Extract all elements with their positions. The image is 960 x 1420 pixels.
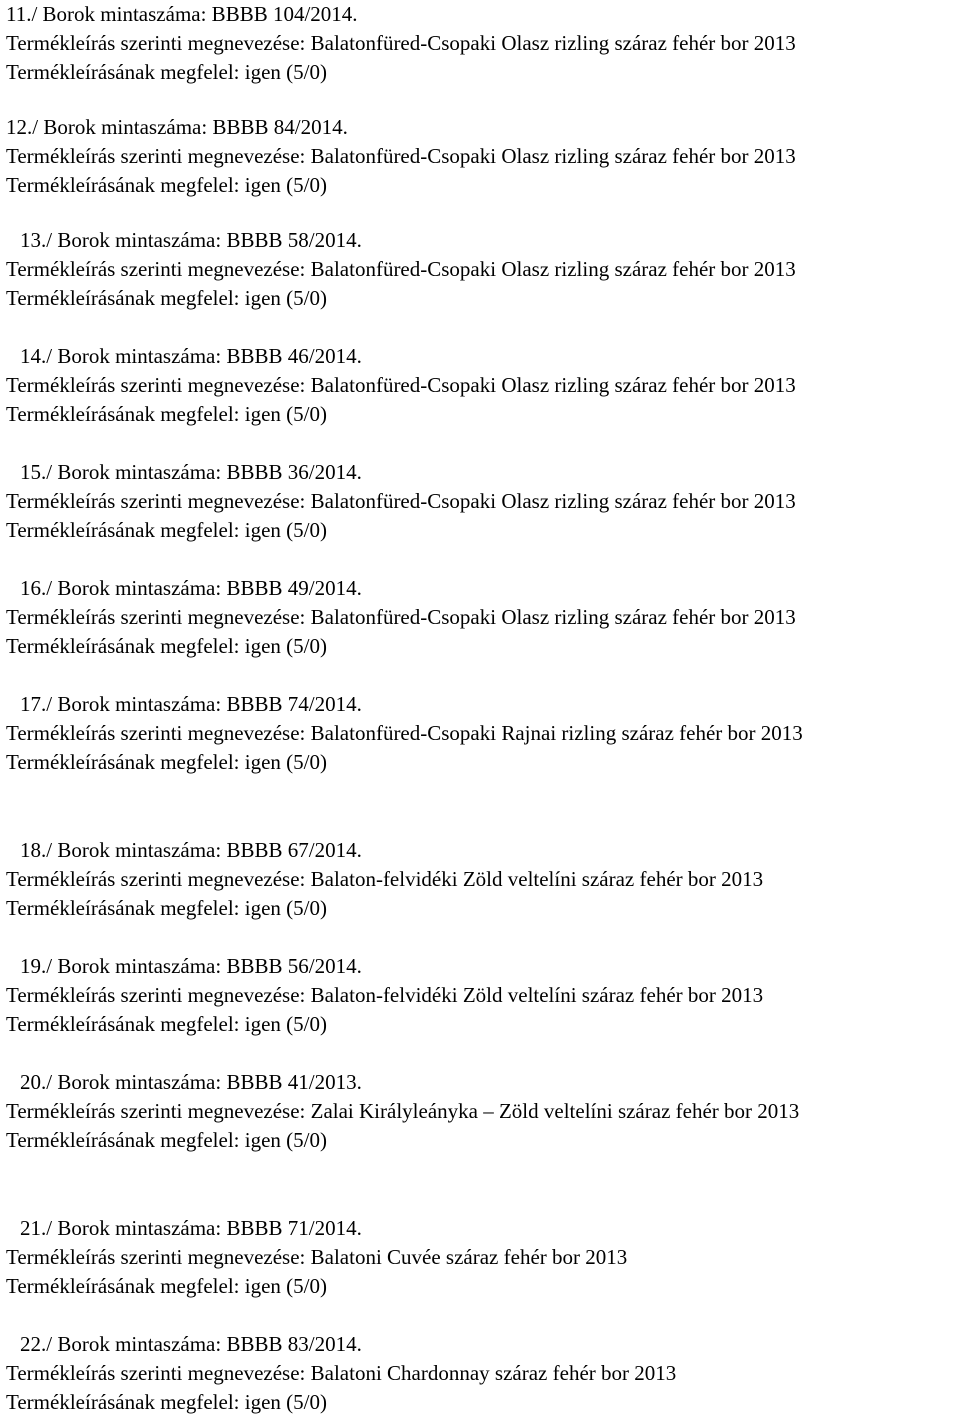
wine-entry-12 bbox=[0, 113, 960, 200]
compliance-result: Termékleírásának megfelel: igen (5/0) bbox=[6, 1390, 327, 1414]
wine-entry-17 bbox=[0, 690, 960, 777]
wine-entry-18 bbox=[0, 836, 960, 923]
compliance-result: Termékleírásának megfelel: igen (5/0) bbox=[6, 402, 327, 426]
sample-number-heading: 22./ Borok mintaszáma: BBBB 83/2014. bbox=[20, 1332, 362, 1356]
wine-entry-11 bbox=[0, 0, 960, 87]
product-description: Termékleírás szerinti megnevezése: Balatonfüred-Csopaki Olasz rizling száraz fehér bor 2013 bbox=[6, 257, 796, 281]
product-description: Termékleírás szerinti megnevezése: Balatonfüred-Csopaki Olasz rizling száraz fehér bor 2013 bbox=[6, 31, 796, 55]
sample-number-heading: 19./ Borok mintaszáma: BBBB 56/2014. bbox=[20, 954, 362, 978]
product-description: Termékleírás szerinti megnevezése: Balaton-felvidéki Zöld veltelíni száraz fehér bor 2013 bbox=[6, 867, 764, 891]
product-description: Termékleírás szerinti megnevezése: Balatoni Cuvée száraz fehér bor 2013 bbox=[6, 1245, 628, 1269]
product-description: Termékleírás szerinti megnevezése: Balaton-felvidéki Zöld veltelíni száraz fehér bor 2013 bbox=[6, 983, 764, 1007]
compliance-result: Termékleírásának megfelel: igen (5/0) bbox=[6, 518, 327, 542]
compliance-result: Termékleírásának megfelel: igen (5/0) bbox=[6, 750, 327, 774]
wine-entry-20 bbox=[0, 1068, 960, 1155]
compliance-result: Termékleírásának megfelel: igen (5/0) bbox=[6, 634, 327, 658]
sample-number-heading: 13./ Borok mintaszáma: BBBB 58/2014. bbox=[20, 228, 362, 252]
product-description: Termékleírás szerinti megnevezése: Balatonfüred-Csopaki Olasz rizling száraz fehér bor 2013 bbox=[6, 144, 796, 168]
wine-entry-14 bbox=[0, 342, 960, 429]
compliance-result: Termékleírásának megfelel: igen (5/0) bbox=[6, 173, 327, 197]
product-description: Termékleírás szerinti megnevezése: Balatonfüred-Csopaki Olasz rizling száraz fehér bor 2013 bbox=[6, 489, 796, 513]
product-description: Termékleírás szerinti megnevezése: Balatonfüred-Csopaki Olasz rizling száraz fehér bor 2013 bbox=[6, 373, 796, 397]
product-description: Termékleírás szerinti megnevezése: Zalai Királyleányka – Zöld veltelíni száraz fehér bor 2013 bbox=[6, 1099, 800, 1123]
sample-number-heading: 21./ Borok mintaszáma: BBBB 71/2014. bbox=[20, 1216, 362, 1240]
wine-entry-22 bbox=[0, 1330, 960, 1417]
sample-number-heading: 17./ Borok mintaszáma: BBBB 74/2014. bbox=[20, 692, 362, 716]
wine-entry-16 bbox=[0, 574, 960, 661]
compliance-result: Termékleírásának megfelel: igen (5/0) bbox=[6, 1274, 327, 1298]
sample-number-heading: 12./ Borok mintaszáma: BBBB 84/2014. bbox=[6, 115, 348, 139]
sample-number-heading: 14./ Borok mintaszáma: BBBB 46/2014. bbox=[20, 344, 362, 368]
sample-number-heading: 20./ Borok mintaszáma: BBBB 41/2013. bbox=[20, 1070, 362, 1094]
product-description: Termékleírás szerinti megnevezése: Balatoni Chardonnay száraz fehér bor 2013 bbox=[6, 1361, 677, 1385]
sample-number-heading: 11./ Borok mintaszáma: BBBB 104/2014. bbox=[6, 2, 358, 26]
sample-number-heading: 18./ Borok mintaszáma: BBBB 67/2014. bbox=[20, 838, 362, 862]
sample-number-heading: 15./ Borok mintaszáma: BBBB 36/2014. bbox=[20, 460, 362, 484]
compliance-result: Termékleírásának megfelel: igen (5/0) bbox=[6, 1012, 327, 1036]
wine-entry-15 bbox=[0, 458, 960, 545]
product-description: Termékleírás szerinti megnevezése: Balatonfüred-Csopaki Rajnai rizling száraz fehér bor 2013 bbox=[6, 721, 803, 745]
compliance-result: Termékleírásának megfelel: igen (5/0) bbox=[6, 286, 327, 310]
compliance-result: Termékleírásának megfelel: igen (5/0) bbox=[6, 896, 327, 920]
sample-number-heading: 16./ Borok mintaszáma: BBBB 49/2014. bbox=[20, 576, 362, 600]
compliance-result: Termékleírásának megfelel: igen (5/0) bbox=[6, 1128, 327, 1152]
wine-entry-21 bbox=[0, 1214, 960, 1301]
product-description: Termékleírás szerinti megnevezése: Balatonfüred-Csopaki Olasz rizling száraz fehér bor 2013 bbox=[6, 605, 796, 629]
wine-entry-13 bbox=[0, 226, 960, 313]
wine-entry-19 bbox=[0, 952, 960, 1039]
compliance-result: Termékleírásának megfelel: igen (5/0) bbox=[6, 60, 327, 84]
